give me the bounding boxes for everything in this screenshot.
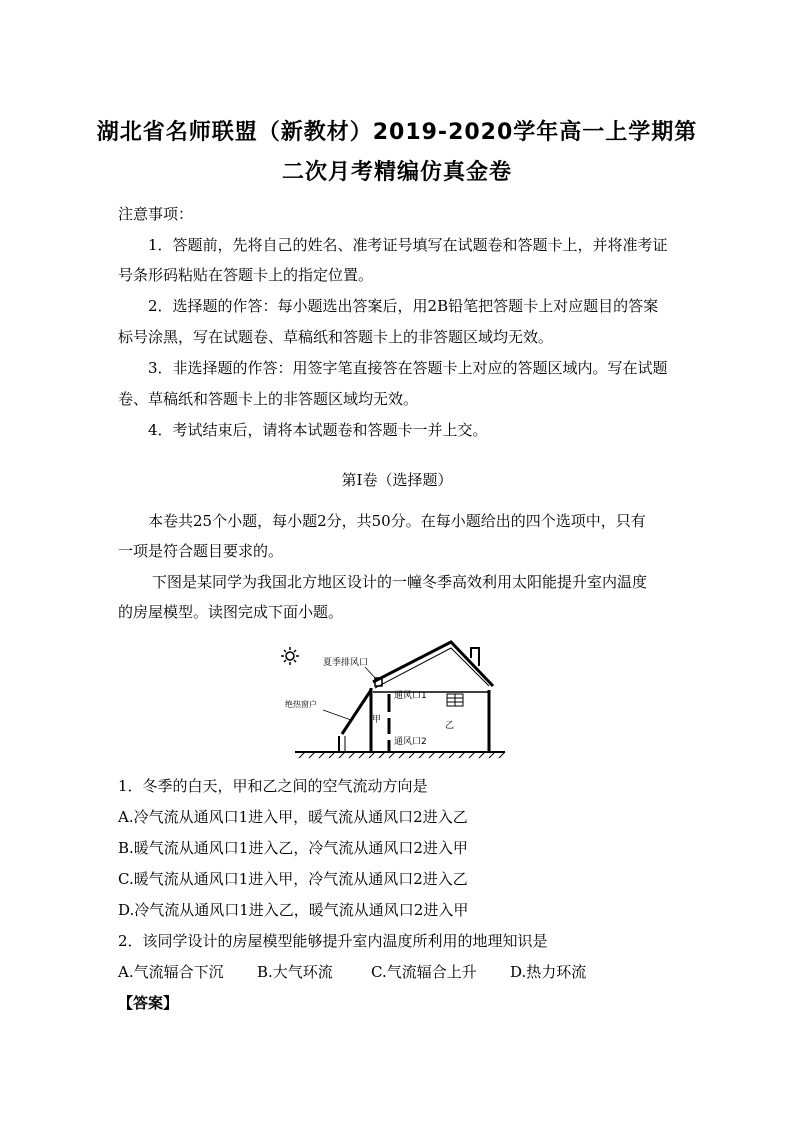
answer-label: 【答案】 <box>118 994 179 1012</box>
material-text-cont: 的房屋模型。读图完成下面小题。 <box>118 603 344 621</box>
q2-option-a: A.气流辐合下沉 <box>118 963 224 981</box>
room-window-icon <box>447 694 463 706</box>
notice-item-3-cont: 卷、草稿纸和答题卡上的非答题区域均无效。 <box>118 390 419 408</box>
notice-item-1: 1．答题前，先将自己的姓名、准考证号填写在试题卷和答题卡上，并将准考证 <box>148 236 668 254</box>
q2-stem: 2．该同学设计的房屋模型能够提升室内温度所利用的地理知识是 <box>118 932 548 950</box>
material-text: 下图是某同学为我国北方地区设计的一幢冬季高效利用太阳能提升室内温度 <box>152 573 648 591</box>
section-intro: 本卷共25个小题，每小题2分，共50分。在每小题给出的四个选项中，只有 <box>148 512 646 530</box>
q1-stem: 1．冬季的白天，甲和乙之间的空气流动方向是 <box>118 777 428 795</box>
q1-option-b: B.暖气流从通风口1进入乙，冷气流从通风口2进入甲 <box>118 839 468 857</box>
q1-option-a: A.冷气流从通风口1进入甲，暖气流从通风口2进入乙 <box>118 808 468 826</box>
notice-item-4: 4．考试结束后，请将本试题卷和答题卡一并上交。 <box>148 421 488 439</box>
label-yi: 乙 <box>445 721 455 731</box>
q1-option-c: C.暖气流从通风口1进入甲，冷气流从通风口2进入乙 <box>118 870 468 888</box>
q2-option-b: B.大气环流 <box>257 963 333 981</box>
leader-insulated-window <box>323 710 351 720</box>
q1-option-d: D.冷气流从通风口1进入乙，暖气流从通风口2进入甲 <box>118 901 469 919</box>
notice-item-2: 2．选择题的作答：每小题选出答案后，用2B铅笔把答题卡上对应题目的答案 <box>148 297 659 315</box>
q2-option-c: C.气流辐合上升 <box>371 963 477 981</box>
doc-title-line-2: 二次月考精编仿真金卷 <box>281 160 512 185</box>
section-title: 第Ⅰ卷（选择题） <box>341 471 453 489</box>
label-jia: 甲 <box>372 715 382 725</box>
section-intro-cont: 一项是符合题目要求的。 <box>118 542 284 560</box>
notice-heading: 注意事项： <box>118 205 194 223</box>
sun-icon <box>281 647 299 665</box>
notice-item-1-cont: 号条形码粘贴在答题卡上的指定位置。 <box>118 266 374 284</box>
leader-summer-vent <box>365 667 377 680</box>
doc-title-line-1: 湖北省名师联盟（新教材）2019-2020学年高一上学期第 <box>96 120 698 145</box>
label-vent-2: 通风口2 <box>394 737 427 747</box>
house-model-figure <box>275 636 515 766</box>
notice-item-2-cont: 标号涂黑，写在试题卷、草稿纸和答题卡上的非答题区域均无效。 <box>118 328 554 346</box>
notice-item-3: 3．非选择题的作答：用签字笔直接答在答题卡上对应的答题区域内。写在试题 <box>148 359 668 377</box>
label-summer-vent: 夏季排风口 <box>323 658 369 668</box>
insulated-window-glass <box>342 690 371 734</box>
label-insulated-window: 绝热窗户 <box>285 700 317 709</box>
label-vent-1: 通风口1 <box>394 691 427 701</box>
q2-option-d: D.热力环流 <box>510 963 587 981</box>
